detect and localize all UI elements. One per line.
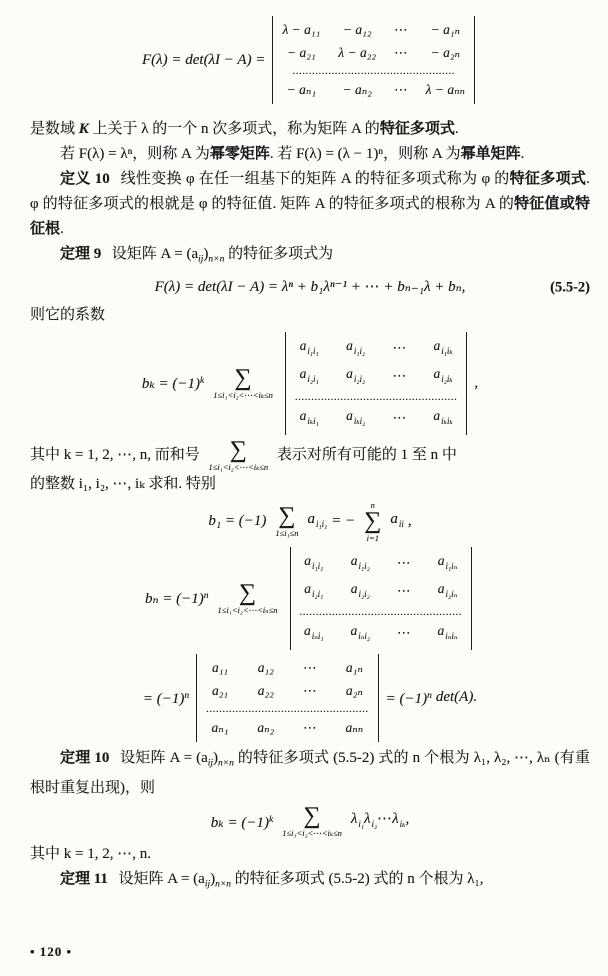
subscript-nxn: n×n xyxy=(208,254,225,265)
para-its-coefficients xyxy=(30,303,590,328)
sigma-icon: ∑ xyxy=(234,364,252,391)
matrix-cell: ⋯ xyxy=(303,719,317,735)
text-segment: . xyxy=(454,121,459,137)
equation-b1-trace xyxy=(30,501,590,543)
matrix-cell: ⋯ xyxy=(303,659,317,675)
term-eigenvalue-eigenroot: 特征值或特征根 xyxy=(30,196,590,237)
sum-lower-limit: 1≤i₁<i₂<⋯<iₖ≤n xyxy=(208,461,269,472)
sum-lower-limit: 1≤i₁<i₂<⋯<iₙ≤n xyxy=(217,604,278,615)
term-unipotent-matrix: 幂单矩阵 xyxy=(460,146,521,162)
matrix-grid xyxy=(295,338,458,429)
subscript: i₁ xyxy=(358,818,365,829)
determinant-minor xyxy=(285,332,468,435)
matrix-cell: a₂ₙ xyxy=(345,682,363,698)
text-segment: 其中 k = 1, 2, ⋯, n, 而和号 xyxy=(30,446,200,463)
determinant-minor xyxy=(290,547,473,650)
para-theorem-11 xyxy=(30,867,590,898)
minus-one-power xyxy=(386,684,432,712)
matrix-cell: $a_{i_1i_1}$ xyxy=(304,552,324,571)
minus-one-power xyxy=(143,684,189,712)
b1-lhs: b₁ = (−1) xyxy=(208,513,267,529)
text-segment: 线性变换 φ 在任一组基下的矩阵 A 的特征多项式称为 φ 的 xyxy=(120,171,510,187)
a-ii xyxy=(390,507,404,537)
comma: , xyxy=(407,513,412,529)
matrix-cell: $a_{i_ki_k}$ xyxy=(433,407,453,426)
text-segment: 是数域 xyxy=(30,121,79,137)
text-segment: = (−1) xyxy=(385,690,428,707)
comma: , xyxy=(474,374,479,391)
text-segment: bₖ = (−1) xyxy=(210,814,270,831)
matrix-ellipsis-row: .................................................. xyxy=(292,68,455,75)
subscript: i₁i₁ xyxy=(315,518,328,529)
matrix-cell: $a_{i_2i_1}$ xyxy=(304,580,324,599)
matrix-cell: $a_{i_1i_k}$ xyxy=(433,337,453,356)
matrix-cell: − a₁₂ xyxy=(342,22,372,37)
matrix-cell: $a_{i_1i_1}$ xyxy=(299,337,319,356)
matrix-cell: a₂₁ xyxy=(211,682,229,698)
exponent-k: k xyxy=(200,376,205,386)
exponent-k: k xyxy=(269,814,274,825)
text-segment: λ xyxy=(392,810,399,827)
text-segment: 其中 k = 1, 2, ⋯, n. xyxy=(30,846,151,862)
para-integers-summed xyxy=(30,472,590,497)
matrix-cell: $a_{i_ni_n}$ xyxy=(437,622,458,641)
text-segment: bₖ = (−1) xyxy=(141,376,201,392)
text-segment: 设矩阵 A = (a xyxy=(111,246,199,262)
subscript-ij: ij xyxy=(207,758,214,768)
exponent-n: n xyxy=(184,690,190,701)
matrix-cell: $a_{i_1i_2}$ xyxy=(350,552,370,571)
matrix-cell: a₁ₙ xyxy=(345,659,363,675)
text-segment: λ xyxy=(350,810,358,827)
exponent-n: n xyxy=(427,690,432,701)
equation-det-A xyxy=(30,654,590,742)
equals-minus: = − xyxy=(331,513,356,529)
sigma-icon: ∑ xyxy=(303,803,321,829)
comma: , xyxy=(405,810,410,827)
sum-lower-limit: 1≤i₁<i₂<⋯<iₖ≤n xyxy=(213,389,273,400)
matrix-cell: ⋯ xyxy=(394,82,408,97)
bk-lhs xyxy=(142,369,204,397)
det-A-text: det(A). xyxy=(435,689,478,705)
subscript-ij: ij xyxy=(198,254,204,265)
text-segment: 若 F(λ) = λⁿ，则称 A 为 xyxy=(60,146,210,162)
matrix-cell: − a₂ₙ xyxy=(430,45,461,60)
matrix-cell: ⋯ xyxy=(394,45,408,60)
theorem-10-label: 定理 10 xyxy=(60,749,110,766)
sum-lower-limit: 1≤i₁≤n xyxy=(275,528,299,538)
matrix-cell: − a₂₁ xyxy=(287,45,316,60)
text-segment: . xyxy=(520,146,525,162)
para-definition-10 xyxy=(30,167,590,242)
subscript: iₖ xyxy=(399,818,406,829)
text-segment: = (−1) xyxy=(142,690,185,707)
sigma-icon: ∑ xyxy=(229,436,247,463)
subscript: i₂ xyxy=(371,818,378,829)
determinant-full-matrix xyxy=(196,654,379,742)
matrix-cell: $a_{i_2i_n}$ xyxy=(437,580,458,599)
text-segment: 的特征多项式 (5.5-2) 式的 n 个根为 λ₁, xyxy=(231,871,484,887)
matrix-cell: λ − a₂₂ xyxy=(338,45,377,60)
equation-number: (5.5-2) xyxy=(550,279,590,295)
term-nilpotent-matrix: 幂零矩阵 xyxy=(209,146,270,162)
matrix-cell: ⋯ xyxy=(303,682,317,698)
matrix-cell: ⋯ xyxy=(392,368,407,383)
text-segment: . xyxy=(60,221,64,237)
equation-body: F(λ) = det(λI − A) = λⁿ + b₁λⁿ⁻¹ + ⋯ + bₙ₋₁λ + bₙ, xyxy=(154,279,466,295)
theorem-11-label: 定理 11 xyxy=(60,871,108,887)
sigma-icon: ∑ xyxy=(278,503,296,529)
matrix-cell: a₁₁ xyxy=(211,659,229,675)
matrix-cell: aₙ₂ xyxy=(257,719,275,735)
text-segment: ) xyxy=(213,749,219,766)
text-segment: a xyxy=(390,510,398,527)
para-theorem-9 xyxy=(30,242,590,273)
text-segment: bₙ = (−1) xyxy=(144,591,204,607)
matrix-cell: $a_{i_ki_1}$ xyxy=(299,407,319,426)
matrix-cell: − aₙ₁ xyxy=(286,82,317,97)
sigma-icon: ∑ xyxy=(364,507,382,534)
field-symbol-K: K xyxy=(78,121,89,137)
matrix-cell: $a_{i_ni_2}$ xyxy=(350,622,371,641)
para-theorem-10 xyxy=(30,746,590,802)
matrix-cell: λ − a₁₁ xyxy=(282,22,321,37)
equation-bk-coefficient xyxy=(30,332,590,435)
subscript-nxn: n×n xyxy=(215,879,232,890)
matrix-cell: ⋯ xyxy=(397,555,411,570)
matrix-cell: − aₙ₂ xyxy=(342,82,372,97)
matrix-cell: a₂₂ xyxy=(257,682,274,698)
subscript: ii xyxy=(398,518,404,529)
exponent-n: n xyxy=(203,591,209,601)
subscript-ij: ij xyxy=(204,879,211,890)
determinant-lambda-matrix xyxy=(272,16,475,104)
sum-upper-limit: n xyxy=(370,499,375,510)
summation xyxy=(275,505,298,538)
bk-lhs xyxy=(211,808,273,836)
text-segment: . φ 的特征多项式的根就是 φ 的特征值. 矩阵 A 的特征多项式的根称为 A 的 xyxy=(30,171,590,212)
text-segment: 设矩阵 A = (a xyxy=(119,749,208,766)
theorem-9-label: 定理 9 xyxy=(60,246,102,262)
lambda-product xyxy=(351,807,409,837)
para-where-k xyxy=(30,842,590,867)
matrix-cell: $a_{i_1i_n}$ xyxy=(437,552,458,571)
text-segment: 表示对所有可能的 1 至 n 中 xyxy=(276,446,457,463)
a-i1i1 xyxy=(307,507,327,537)
term-char-polynomial: 特征多项式 xyxy=(379,121,455,137)
matrix-cell: ⋯ xyxy=(394,22,408,37)
ellipsis: ⋯ xyxy=(377,810,393,827)
equation-5-5-2 xyxy=(30,273,590,303)
matrix-cell: ⋯ xyxy=(397,583,411,598)
text-segment: ) xyxy=(203,246,209,262)
matrix-cell: ⋯ xyxy=(392,340,407,355)
matrix-grid xyxy=(300,553,463,644)
equation-lhs: F(λ) = det(λI − A) = xyxy=(141,51,266,68)
matrix-grid xyxy=(206,660,369,736)
summation xyxy=(282,805,342,838)
text-segment: 的特征多项式 (5.5-2) 式的 n 个根为 λ₁, λ₂, ⋯, λₙ (有重根时重复出现)，则 xyxy=(30,749,590,796)
subscript-nxn: n×n xyxy=(218,758,234,768)
text-segment: 则它的系数 xyxy=(30,306,106,323)
para-sum-notation xyxy=(30,436,590,472)
matrix-cell: λ − aₙₙ xyxy=(425,82,466,97)
definition-10-label: 定义 10 xyxy=(60,171,110,187)
equation-bk-eigenvalue-product xyxy=(30,805,590,838)
matrix-cell: ⋯ xyxy=(392,410,407,425)
para-char-poly-definition xyxy=(30,117,590,142)
matrix-cell: a₁₂ xyxy=(257,659,274,675)
summation xyxy=(217,579,278,615)
matrix-cell: $a_{i_1i_2}$ xyxy=(346,337,366,356)
text-segment: 的特征多项式为 xyxy=(224,246,334,262)
matrix-cell: $a_{i_2i_2}$ xyxy=(346,365,366,384)
matrix-cell: ⋯ xyxy=(397,625,411,640)
text-segment: a xyxy=(307,510,315,527)
text-segment: λ xyxy=(364,810,371,827)
sigma-icon: ∑ xyxy=(238,579,257,606)
bn-lhs xyxy=(145,584,209,612)
matrix-ellipsis-row: .................................................. xyxy=(299,608,463,616)
matrix-cell: − a₁ₙ xyxy=(430,22,461,37)
matrix-cell: $a_{i_ki_2}$ xyxy=(346,407,366,426)
sum-lower-limit: 1≤i₁<i₂<⋯<iₖ≤n xyxy=(282,828,342,838)
text-segment: 设矩阵 A = (a xyxy=(118,871,205,887)
text-segment: ) xyxy=(210,871,216,887)
matrix-cell: $a_{i_2i_2}$ xyxy=(350,580,370,599)
term-char-polynomial: 特征多项式 xyxy=(509,171,587,187)
text-segment: . 若 F(λ) = (λ − 1)ⁿ，则称 A 为 xyxy=(269,146,461,162)
text-segment: 的整数 i₁, i₂, ⋯, iₖ 求和. 特别 xyxy=(30,475,216,492)
matrix-grid xyxy=(282,22,465,98)
sum-lower-limit: i=1 xyxy=(366,532,379,543)
matrix-cell: $a_{i_2i_1}$ xyxy=(299,365,319,384)
matrix-cell: $a_{i_2i_k}$ xyxy=(433,365,453,384)
summation xyxy=(213,364,273,400)
page-number: • 120 • xyxy=(30,944,73,959)
matrix-ellipsis-row: .................................................. xyxy=(206,705,369,713)
text-segment: 上关于 λ 的一个 n 次多项式，称为矩阵 A 的 xyxy=(88,121,380,137)
summation xyxy=(364,501,381,543)
matrix-cell: aₙₙ xyxy=(345,719,364,735)
summation xyxy=(208,436,269,472)
equation-characteristic-polynomial xyxy=(30,6,590,114)
equation-bn-coefficient xyxy=(30,547,590,650)
matrix-cell: aₙ₁ xyxy=(211,719,229,735)
matrix-ellipsis-row: .................................................. xyxy=(294,393,458,401)
para-nilpotent-unipotent xyxy=(30,142,590,167)
matrix-cell: $a_{i_ni_1}$ xyxy=(304,622,324,641)
